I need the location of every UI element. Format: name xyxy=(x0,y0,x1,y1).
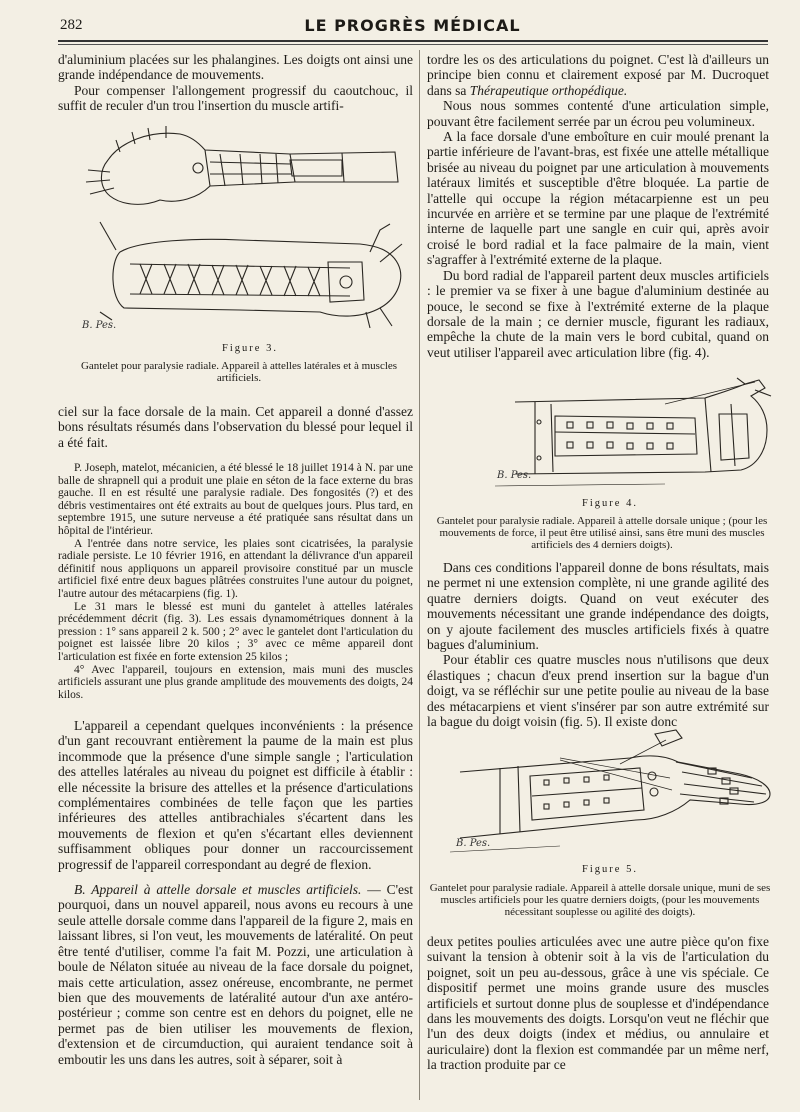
paragraph: Pour compenser l'allongement progressif du caoutchouc, il suffit de reculer d'un trou l'insertion du muscle artifi- xyxy=(58,82,413,114)
page-number: 282 xyxy=(60,17,83,33)
illustrator-signature: B. Pes. xyxy=(497,470,532,481)
observation-block xyxy=(58,462,413,701)
paragraph: d'aluminium placées sur les phalangines. Les doigts ont ainsi une grande indépendance de mouvements. xyxy=(58,52,413,83)
observation-paragraph: A l'entrée dans notre service, les plaies sont cicatrisées, la paralysie radiale persiste. Le 10 février 1916, en attendant la délivrance d'un appareil définitif nous appliquons un appareil provisoire constitué par un muscle artificiel fixé entre deux bagues plâtrées construites l'une autour du poignet, l'autre autour des métacarpiens (fig. 1). xyxy=(58,537,413,600)
illustrator-signature: B. Pes. xyxy=(456,838,491,849)
header-rule xyxy=(58,40,768,45)
figure-3-caption: Gantelet pour paralysie radiale. Appareil à attelles latérales et à muscles artificiels. xyxy=(80,360,398,384)
column-divider xyxy=(419,50,420,1100)
paragraph-text: — C'est pourquoi, dans un nouvel appareil, nous avons eu recours à une seule attelle dorsale comme dans l'appareil de la figure 2, mais en laissant libres, si l'on veut, les mouvements de latéralité. On peut être tenté d'utiliser, comme l'a fait M. Pozzi, une articulation à boule de Nélaton située au niveau de la face dorsale du poignet, mais cette articulation, assez onéreuse, encombrante, ne permet bien que des mouvements de latéralité autour d'un axe antéro-postérieur ; comme son centre est en dehors du poignet, elle ne permet pas de bien utiliser les mouvements de flexion, d'extension et de circumduction, qui auraient tendance soit à emboutir les uns dans les autres, soit à séparer, soit à xyxy=(58,882,414,1067)
section-b-paragraph xyxy=(58,882,413,1067)
paragraph: Pour établir ces quatre muscles nous n'utilisons que deux élastiques ; chacun d'eux prend insertion sur la bague d'un doigt, va se réfléchir sur une petite poulie au niveau de la base des métacarpiens et vient s'insérer par son autre extrémité sur la bague du doigt voisin (fig. 5). Il existe donc xyxy=(427,652,769,730)
book-title: Thérapeutique orthopédique. xyxy=(469,82,628,98)
gauntlet-with-finger-muscles-drawing xyxy=(440,728,775,858)
paragraph: ciel sur la face dorsale de la main. Cet appareil a donné d'assez bons résultats résumés dans l'observation du blessé pour lequel il a été fait. xyxy=(58,404,413,450)
paragraph: Dans ces conditions l'appareil donne de bons résultats, mais ne permet ni une extension complète, ni une grande agilité des quatre derniers doigts. Quand on veut exécuter des mouvements nécessitant une grande indépendance des doigts, on y ajoute facilement des muscles artificiels fixés à quatre bagues d'aluminium. xyxy=(427,560,769,653)
left-column-top xyxy=(58,52,413,114)
observation-paragraph: P. Joseph, matelot, mécanicien, a été blessé le 18 juillet 1914 à N. par une balle de shrapnell qui a produit une plaie en séton de la face externe du bras gauche. Il en est résulté une paralysie radiale. Des fongosités (?) et des débris vestimentaires ont été extraits au bout de quelques jours. Plus tard, en septembre 1915, une suture nerveuse a été pratiquée sans résultat dans un hôpital de l'intérieur. xyxy=(58,462,413,537)
figure-5-caption: Gantelet pour paralysie radiale. Appareil à attelle dorsale unique, muni de ses muscles artificiels pour les quatre derniers doigts, (pour les mouvements nécessitant souplesse ou agilité des doigts). xyxy=(429,882,771,918)
paragraph: Du bord radial de l'appareil partent deux muscles artificiels : le premier va se fixer à une bague d'aluminium destinée au pouce, le second se fixe à l'extrémité externe de la plaque dorsale de la main ; ce dernier muscle, figurant les radiaux, empêche la chute de la main vers le bord cubital, quand on veut utiliser l'appareil avec articulation libre (fig. 4). xyxy=(427,267,769,360)
figure-4-illustration xyxy=(455,374,775,494)
figure-4-label: Figure 4. xyxy=(582,498,638,509)
figure-4-caption: Gantelet pour paralysie radiale. Appareil à attelle dorsale unique ; (pour les mouvements de force, il peut être utilisé ainsi, sans être muni des muscles artificiels des 4 derniers doigts). xyxy=(436,515,768,551)
paragraph: L'appareil a cependant quelques inconvénients : la présence d'un gant recouvrant entièrement la paume de la main est plus incommode que la présence d'une simple sangle ; l'articulation des attelles latérales au niveau du poignet est difficile à établir : elle nécessite la brisure des attelles et la présence d'articulations complémentaires combinées de telle façon que les parties inférieures des attelles antibrachiales s'écartent dans les mouvements de flexion et qu'en s'écartant elles deviennent suffisamment obliques pour donner un raccourcissement progressif de l'appareil correspondant au degré de flexion. xyxy=(58,718,413,872)
observation-paragraph: 4° Avec l'appareil, toujours en extension, mais muni des muscles artificiels assurant une plus grande amplitude des mouvements des doigts, 24 kilos. xyxy=(58,663,413,701)
left-column-bottom xyxy=(58,718,413,1067)
figure-3-label: Figure 3. xyxy=(222,343,278,354)
illustrator-signature: B. Pes. xyxy=(82,320,117,331)
gauntlet-dorsal-splint-drawing xyxy=(455,374,775,494)
paragraph: tordre les os des articulations du poignet. C'est là d'ailleurs un principe bien connu et clairement exposé par M. Ducroquet dans sa Thérapeutique orthopédique. xyxy=(427,52,769,98)
right-column-top xyxy=(427,52,769,360)
gauntlet-lateral-splints-drawing xyxy=(80,112,410,340)
right-column-bottom xyxy=(427,934,769,1073)
journal-title: LE PROGRÈS MÉDICAL xyxy=(304,16,521,35)
paragraph: Nous nous sommes contenté d'une articulation simple, pouvant être facilement serrée par un écrou peu volumineux. xyxy=(427,98,769,129)
figure-3-illustration xyxy=(80,112,410,340)
paragraph: A la face dorsale d'une emboîture en cuir moulé prenant la partie inférieure de l'avant-bras, est fixée une attelle métallique brisée au niveau du poignet par une articulation à mouvements latéraux limités et susceptible d'être bloquée. La partie de l'attelle qui occupe la région métacarpienne est un peu incurvée en arrière et se termine par une plaque de l'extrémité interne de laquelle part une sangle en cuir qui, après avoir croisé le bord radial et la face palmaire de la main, vient s'agraffer à l'extrémité externe de la plaque. xyxy=(427,129,769,268)
right-column-middle xyxy=(427,560,769,729)
paragraph: deux petites poulies articulées avec une autre pièce qu'on fixe suivant la tension à obtenir soit à la vis de l'articulation du poignet, soit un peu au-dessous, grâce à une vis spéciale. Ce dispositif permet une moins grande usure des muscles artificiels et surtout donne plus de souplesse et d'indépendance dans les mouvements des doigts. Lorsqu'on veut ne fléchir que l'un des deux doigts (index et médius, ou annulaire et auriculaire) dont la flexion est commandée par un même nerf, la traction produite par ce xyxy=(427,934,769,1073)
figure-5-label: Figure 5. xyxy=(582,864,638,875)
observation-paragraph: Le 31 mars le blessé est muni du gantelet à attelles latérales précédemment décrit (fig. 3). Les essais dynamométriques donnent à la pression : 1° sans appareil 2 k. 500 ; 2° avec le gantelet dont l'articulation du poignet est laissée libre 20 kilos ; 3° avec ce même appareil dont l'articulation est fixée en forte extension 25 kilos ; xyxy=(58,600,413,663)
section-b-heading: B. Appareil à attelle dorsale et muscles artificiels. xyxy=(74,882,362,898)
figure-5-illustration xyxy=(440,728,775,858)
page-header xyxy=(60,14,765,38)
left-column-body xyxy=(58,404,413,450)
